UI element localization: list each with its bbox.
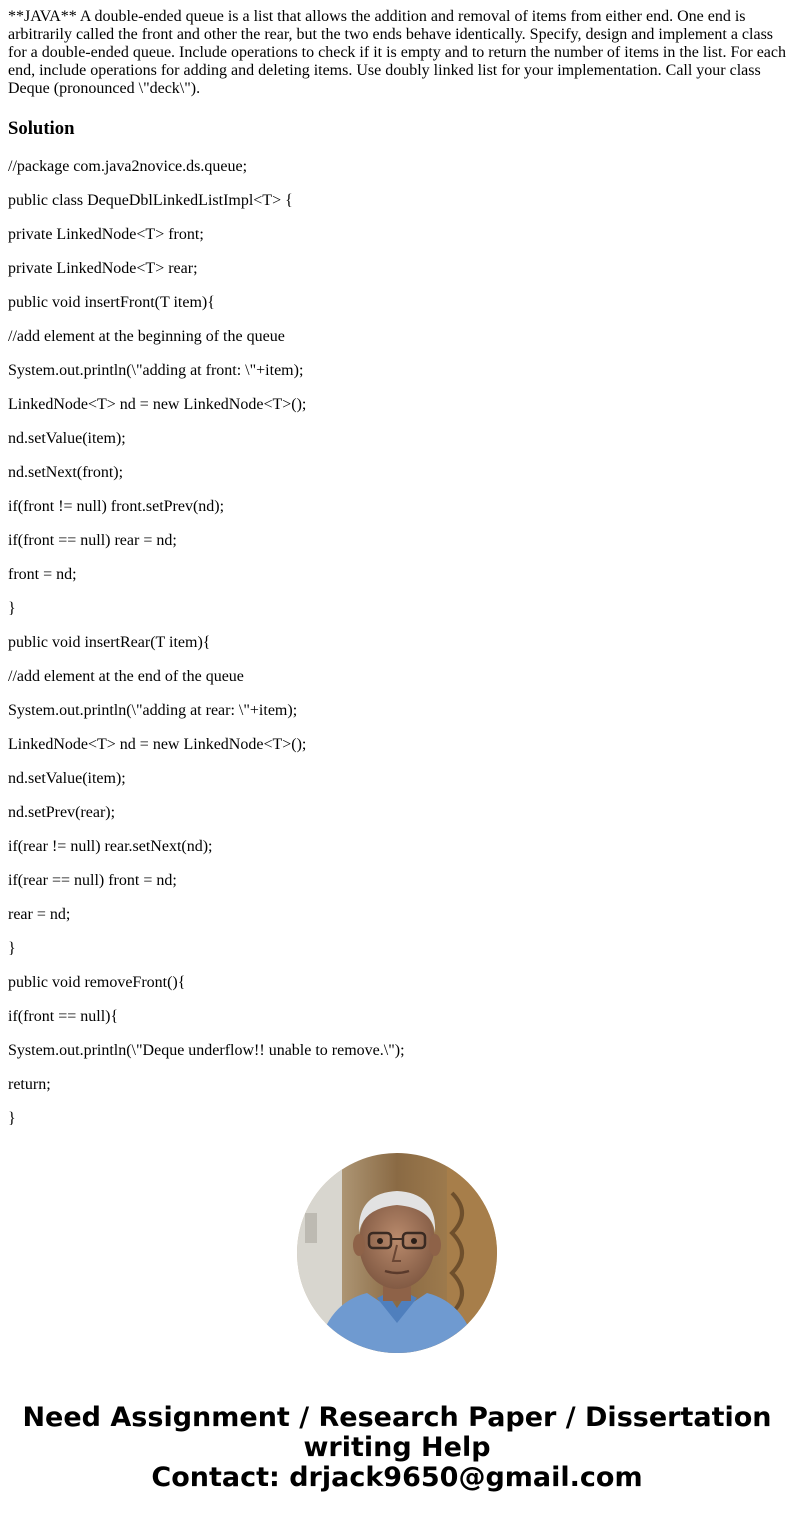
code-line: LinkedNode<T> nd = new LinkedNode<T>(); xyxy=(8,396,307,413)
code-line: System.out.println(\"Deque underflow!! unable to remove.\"); xyxy=(8,1042,405,1059)
code-line: rear = nd; xyxy=(8,906,71,923)
code-line: if(front == null){ xyxy=(8,1008,119,1025)
solution-code xyxy=(8,158,788,1128)
code-line: LinkedNode<T> nd = new LinkedNode<T>(); xyxy=(8,736,307,753)
code-line: //add element at the beginning of the queue xyxy=(8,328,285,345)
code-line: if(rear == null) front = nd; xyxy=(8,872,177,889)
code-line: public void insertRear(T item){ xyxy=(8,634,211,651)
document-body xyxy=(8,8,788,1144)
code-line: public void removeFront(){ xyxy=(8,974,186,991)
code-line: if(front == null) rear = nd; xyxy=(8,532,177,549)
code-line: if(rear != null) rear.setNext(nd); xyxy=(8,838,213,855)
code-line: } xyxy=(8,600,16,617)
code-line: if(front != null) front.setPrev(nd); xyxy=(8,498,225,515)
cta-contact: Contact: drjack9650@gmail.com xyxy=(151,1462,643,1493)
code-line: nd.setPrev(rear); xyxy=(8,804,116,821)
code-line: nd.setNext(front); xyxy=(8,464,124,481)
contact-banner xyxy=(0,1403,794,1493)
code-line: System.out.println(\"adding at front: \"+item); xyxy=(8,362,304,379)
question-text: **JAVA** A double-ended queue is a list that allows the addition and removal of items from either end. One end is arbitrarily called the front and other the rear, but the two ends behave identically. Specify, design and implement a class for a double-ended queue. Include operations to check if it is empty and to return the number of items in the list. For each end, include operations for adding and deleting items. Use doubly linked list for your implementation. Call your class Deque (pronounced \"deck\"). xyxy=(8,8,786,97)
code-line: System.out.println(\"adding at rear: \"+item); xyxy=(8,702,298,719)
code-line: private LinkedNode<T> rear; xyxy=(8,260,198,277)
code-line: private LinkedNode<T> front; xyxy=(8,226,204,243)
author-avatar xyxy=(297,1153,497,1353)
code-line: } xyxy=(8,1110,16,1127)
code-line: //package com.java2novice.ds.queue; xyxy=(8,158,248,175)
code-line: front = nd; xyxy=(8,566,77,583)
code-line: public class DequeDblLinkedListImpl<T> { xyxy=(8,192,293,209)
cta-line-2: writing Help xyxy=(303,1432,491,1463)
code-line: nd.setValue(item); xyxy=(8,430,126,447)
code-line: public void insertFront(T item){ xyxy=(8,294,215,311)
person-photo-icon xyxy=(297,1153,497,1353)
code-line: //add element at the end of the queue xyxy=(8,668,244,685)
solution-heading: Solution xyxy=(8,118,75,139)
cta-line-1: Need Assignment / Research Paper / Dissertation xyxy=(22,1402,772,1433)
code-line: return; xyxy=(8,1076,51,1093)
code-line: nd.setValue(item); xyxy=(8,770,126,787)
code-line: } xyxy=(8,940,16,957)
